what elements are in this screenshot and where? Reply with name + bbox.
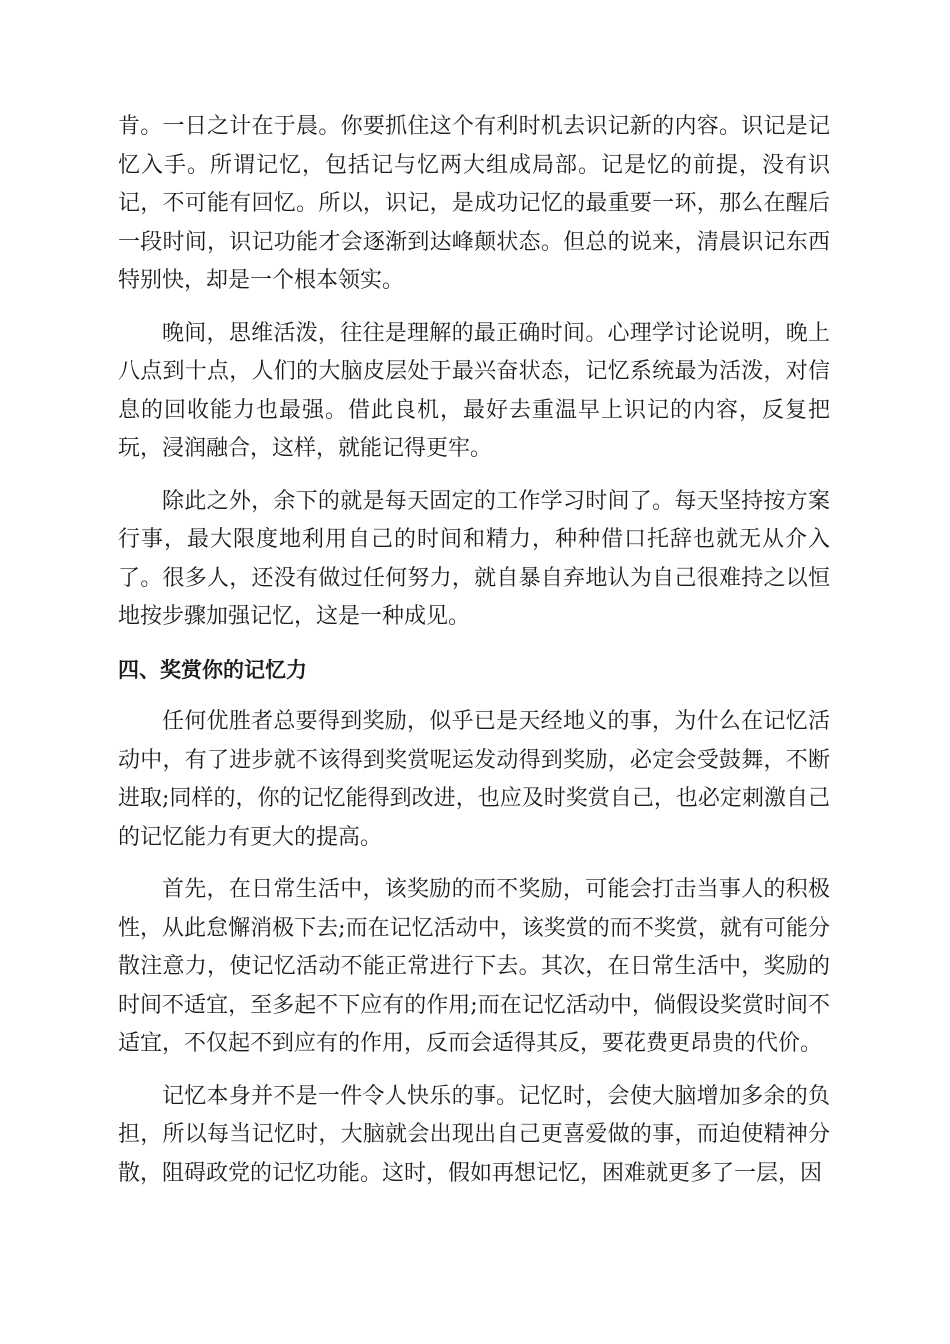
paragraph-1: 肯。一日之计在于晨。你要抓住这个有利时机去识记新的内容。识记是记忆入手。所谓记忆，包括记与忆两大组成局部。记是忆的前提，没有识记，不可能有回忆。所以，识记，是成功记忆的最重要一环，那么在醒后一段时间，识记功能才会逐渐到达峰颠状态。但总的说来，清晨识记东西特别快，却是一个根本领实。 [118, 114, 830, 293]
paragraph-2: 晚间，思维活泼，往往是理解的最正确时间。心理学讨论说明，晚上八点到十点，人们的大脑皮层处于最兴奋状态，记忆系统最为活泼，对信息的回收能力也最强。借此良机，最好去重温早上识记的内容，反复把玩，浸润融合，这样，就能记得更牢。 [118, 320, 830, 461]
paragraph-3: 除此之外，余下的就是每天固定的工作学习时间了。每天坚持按方案行事，最大限度地利用自己的时间和精力，种种借口托辞也就无从介入了。很多人，还没有做过任何努力，就自暴自弃地认为自己很难持之以恒地按步骤加强记忆，这是一种成见。 [118, 488, 830, 629]
paragraph-4: 任何优胜者总要得到奖励，似乎已是天经地义的事，为什么在记忆活动中，有了进步就不该得到奖赏呢运发动得到奖励，必定会受鼓舞，不断进取;同样的，你的记忆能得到改进，也应及时奖赏自己，也必定刺激自己的记忆能力有更大的提高。 [118, 709, 830, 850]
paragraph-5: 首先，在日常生活中，该奖励的而不奖励，可能会打击当事人的积极性，从此怠懈消极下去;而在记忆活动中，该奖赏的而不奖赏，就有可能分散注意力，使记忆活动不能正常进行下去。其次，在日常生活中，奖励的时间不适宜，至多起不下应有的作用;而在记忆活动中，倘假设奖赏时间不适宜，不仅起不到应有的作用，反而会适得其反，要花费更昂贵的代价。 [118, 877, 830, 1056]
section-heading: 四、奖赏你的记忆力 [118, 657, 307, 682]
paragraph-6: 记忆本身并不是一件令人快乐的事。记忆时，会使大脑增加多余的负担，所以每当记忆时，大脑就会出现出自己更喜爱做的事，而迫使精神分散，阻碍政党的记忆功能。这时，假如再想记忆，困难就更多了一层，因 [118, 1083, 830, 1186]
